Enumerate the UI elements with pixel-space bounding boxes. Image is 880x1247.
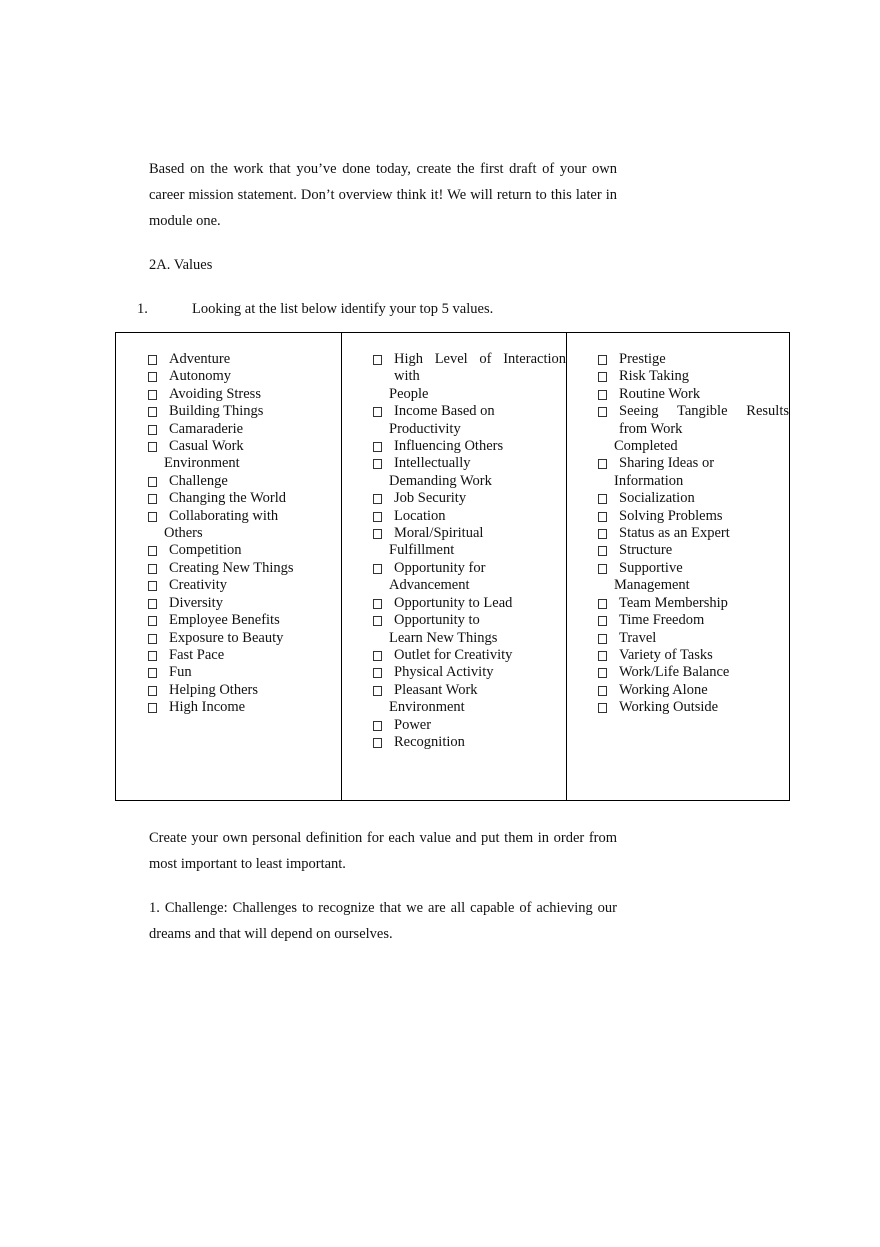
value-label: Supportive: [619, 559, 683, 576]
checkbox-icon[interactable]: [598, 564, 607, 574]
checkbox-icon[interactable]: [598, 494, 607, 504]
value-item[interactable]: [373, 455, 566, 490]
value-label: Intellectually: [394, 455, 471, 472]
value-label: Collaborating with: [169, 507, 279, 524]
checkbox-icon[interactable]: [148, 390, 157, 400]
checkbox-icon[interactable]: [148, 599, 157, 609]
value-item[interactable]: [148, 421, 346, 438]
checkbox-icon[interactable]: [598, 599, 607, 609]
value-label: Variety of Tasks: [619, 646, 713, 663]
values-column-3: [566, 333, 789, 800]
value-label-continued: Learn New Things: [389, 629, 498, 646]
checkbox-icon[interactable]: [598, 459, 607, 469]
value-label: Routine Work: [619, 385, 701, 402]
value-item[interactable]: [148, 438, 346, 473]
checkbox-icon[interactable]: [148, 651, 157, 661]
value-label: Opportunity to Lead: [394, 594, 513, 611]
checkbox-icon[interactable]: [598, 390, 607, 400]
value-item[interactable]: [598, 682, 789, 699]
value-item[interactable]: [598, 386, 789, 403]
checkbox-icon[interactable]: [373, 738, 382, 748]
value-item[interactable]: [598, 664, 789, 681]
values-column-2: [341, 333, 566, 800]
value-label: Autonomy: [169, 368, 232, 385]
value-label: Exposure to Beauty: [169, 629, 284, 646]
value-item[interactable]: [148, 664, 346, 681]
value-item[interactable]: [598, 560, 789, 595]
value-label: Recognition: [394, 733, 465, 750]
value-item[interactable]: [373, 508, 566, 525]
value-item[interactable]: [148, 403, 346, 420]
checkbox-icon[interactable]: [598, 634, 607, 644]
value-label-continued: Fulfillment: [389, 542, 455, 559]
checkbox-icon[interactable]: [148, 703, 157, 713]
value-item[interactable]: [598, 403, 789, 455]
value-item[interactable]: [598, 368, 789, 385]
values-column-1: [116, 333, 341, 800]
value-item[interactable]: [148, 368, 346, 385]
value-label: Camaraderie: [169, 420, 244, 437]
checkbox-icon[interactable]: [373, 407, 382, 417]
value-label: Travel: [619, 629, 657, 646]
value-item[interactable]: [148, 386, 346, 403]
value-label: Team Membership: [619, 594, 728, 611]
value-item[interactable]: [148, 490, 346, 507]
checkbox-icon[interactable]: [373, 564, 382, 574]
value-label: High Income: [169, 699, 246, 716]
value-label-continued: Information: [614, 472, 684, 489]
value-item[interactable]: [598, 699, 789, 716]
value-label: Casual Work: [169, 438, 244, 455]
checkbox-icon[interactable]: [598, 546, 607, 556]
value-label-continued: Advancement: [389, 577, 470, 594]
value-label: Working Alone: [619, 681, 708, 698]
checkbox-icon[interactable]: [598, 407, 607, 417]
value-item[interactable]: [373, 560, 566, 595]
value-label: Power: [394, 716, 432, 733]
value-label: Prestige: [619, 351, 666, 367]
instruction-text: Looking at the list below identify your top 5 values.: [192, 301, 494, 317]
value-item[interactable]: [148, 612, 346, 629]
value-item[interactable]: [148, 508, 346, 543]
value-label: Challenge: [169, 472, 228, 489]
checkbox-icon[interactable]: [148, 407, 157, 417]
instruction-number: 1.: [137, 301, 148, 317]
checkbox-icon[interactable]: [148, 512, 157, 522]
value-label: Fast Pace: [169, 646, 225, 663]
value-label: Changing the World: [169, 490, 286, 507]
checkbox-icon[interactable]: [148, 686, 157, 696]
value-label: Creating New Things: [169, 559, 294, 576]
value-item[interactable]: [373, 717, 566, 734]
value-label: Opportunity to: [394, 612, 480, 629]
value-item[interactable]: [148, 542, 346, 559]
value-label-continued: Environment: [164, 455, 240, 472]
value-label: Moral/Spiritual: [394, 525, 484, 542]
checkbox-icon[interactable]: [373, 494, 382, 504]
value-item[interactable]: [373, 595, 566, 612]
value-item[interactable]: [373, 612, 566, 647]
checkbox-icon[interactable]: [373, 721, 382, 731]
value-label: Competition: [169, 542, 242, 559]
value-label: Socialization: [619, 490, 695, 507]
value-label: Building Things: [169, 403, 264, 420]
value-label: Diversity: [169, 594, 223, 611]
checkbox-icon[interactable]: [373, 459, 382, 469]
value-label-continued: Management: [614, 577, 690, 594]
checkbox-icon[interactable]: [148, 372, 157, 382]
value-label: Job Security: [394, 490, 467, 507]
checkbox-icon[interactable]: [598, 651, 607, 661]
checkbox-icon[interactable]: [148, 355, 157, 365]
value-label: Helping Others: [169, 681, 258, 698]
checkbox-icon[interactable]: [598, 616, 607, 626]
checkbox-icon[interactable]: [148, 442, 157, 452]
value-label: Structure: [619, 542, 673, 559]
value-label: Income Based on: [394, 403, 495, 420]
checkbox-icon[interactable]: [373, 442, 382, 452]
checkbox-icon[interactable]: [373, 512, 382, 522]
value-label: Work/Life Balance: [619, 664, 730, 681]
value-label: Adventure: [169, 351, 231, 367]
checkbox-icon[interactable]: [373, 529, 382, 539]
value-label: Creativity: [169, 577, 227, 594]
value-label: Sharing Ideas or: [619, 455, 715, 472]
value-label: Pleasant Work: [394, 681, 478, 698]
value-item[interactable]: [373, 438, 566, 455]
checkbox-icon[interactable]: [373, 651, 382, 661]
value-label-continued: Productivity: [389, 420, 461, 437]
value-label: Solving Problems: [619, 507, 723, 524]
value-item[interactable]: [148, 577, 346, 594]
value-label: High Level of Interaction with: [394, 351, 566, 385]
value-item[interactable]: [148, 682, 346, 699]
values-table: [115, 332, 790, 801]
checkbox-icon[interactable]: [148, 546, 157, 556]
checkbox-icon[interactable]: [598, 703, 607, 713]
value-item[interactable]: [148, 647, 346, 664]
value-item[interactable]: [598, 630, 789, 647]
value-item[interactable]: [373, 682, 566, 717]
value-label: Outlet for Creativity: [394, 646, 513, 663]
value-label-continued: Demanding Work: [389, 472, 492, 489]
value-label: Working Outside: [619, 699, 719, 716]
value-item[interactable]: [373, 490, 566, 507]
value-item[interactable]: [598, 508, 789, 525]
value-label: Location: [394, 507, 446, 524]
section-heading: 2A. Values: [149, 257, 213, 273]
value-label: Fun: [169, 664, 192, 681]
value-label-continued: People: [389, 385, 429, 402]
value-item[interactable]: [148, 595, 346, 612]
value-label: Seeing Tangible Results from Work: [619, 403, 789, 437]
checkbox-icon[interactable]: [598, 355, 607, 365]
checkbox-icon[interactable]: [148, 634, 157, 644]
value-label-continued: Environment: [389, 699, 465, 716]
value-item[interactable]: [598, 455, 789, 490]
intro-paragraph: Based on the work that you’ve done today, create the first draft of your own career mission statement. Don’t overview think it! We will return to this later in module one.: [149, 161, 617, 229]
checkbox-icon[interactable]: [598, 512, 607, 522]
checkbox-icon[interactable]: [148, 425, 157, 435]
definition-instructions: Create your own personal definition for each value and put them in order from most important to least important.: [149, 830, 617, 872]
checkbox-icon[interactable]: [148, 581, 157, 591]
definition-one: 1. Challenge: Challenges to recognize that we are all capable of achieving our dreams and that will depend on ourselves.: [149, 900, 617, 942]
value-label: Avoiding Stress: [169, 385, 261, 402]
checkbox-icon[interactable]: [148, 668, 157, 678]
value-item[interactable]: [373, 647, 566, 664]
value-item[interactable]: [373, 734, 566, 751]
value-item[interactable]: [598, 525, 789, 542]
value-item[interactable]: [598, 542, 789, 559]
checkbox-icon[interactable]: [373, 616, 382, 626]
checkbox-icon[interactable]: [598, 372, 607, 382]
checkbox-icon[interactable]: [598, 686, 607, 696]
value-label: Physical Activity: [394, 664, 494, 681]
value-item[interactable]: [373, 525, 566, 560]
value-item[interactable]: [598, 490, 789, 507]
checkbox-icon[interactable]: [148, 494, 157, 504]
value-label: Influencing Others: [394, 438, 504, 455]
value-item[interactable]: [148, 351, 346, 368]
value-item[interactable]: [148, 473, 346, 490]
checkbox-icon[interactable]: [373, 355, 382, 365]
value-label: Employee Benefits: [169, 612, 280, 629]
value-item[interactable]: [598, 612, 789, 629]
value-item[interactable]: [148, 630, 346, 647]
value-item[interactable]: [148, 699, 346, 716]
value-item[interactable]: [373, 403, 566, 438]
value-label-continued: Completed: [614, 438, 678, 455]
value-label: Status as an Expert: [619, 525, 730, 542]
value-item[interactable]: [598, 647, 789, 664]
checkbox-icon[interactable]: [598, 529, 607, 539]
checkbox-icon[interactable]: [598, 668, 607, 678]
value-item[interactable]: [598, 595, 789, 612]
checkbox-icon[interactable]: [373, 686, 382, 696]
value-item[interactable]: [373, 664, 566, 681]
value-label: Opportunity for: [394, 559, 486, 576]
checkbox-icon[interactable]: [148, 616, 157, 626]
value-item[interactable]: [148, 560, 346, 577]
value-item[interactable]: [373, 351, 566, 403]
checkbox-icon[interactable]: [148, 564, 157, 574]
checkbox-icon[interactable]: [373, 668, 382, 678]
value-item[interactable]: [598, 351, 789, 368]
value-label: Risk Taking: [619, 368, 690, 385]
checkbox-icon[interactable]: [373, 599, 382, 609]
value-label: Time Freedom: [619, 612, 705, 629]
value-label-continued: Others: [164, 525, 203, 542]
checkbox-icon[interactable]: [148, 477, 157, 487]
